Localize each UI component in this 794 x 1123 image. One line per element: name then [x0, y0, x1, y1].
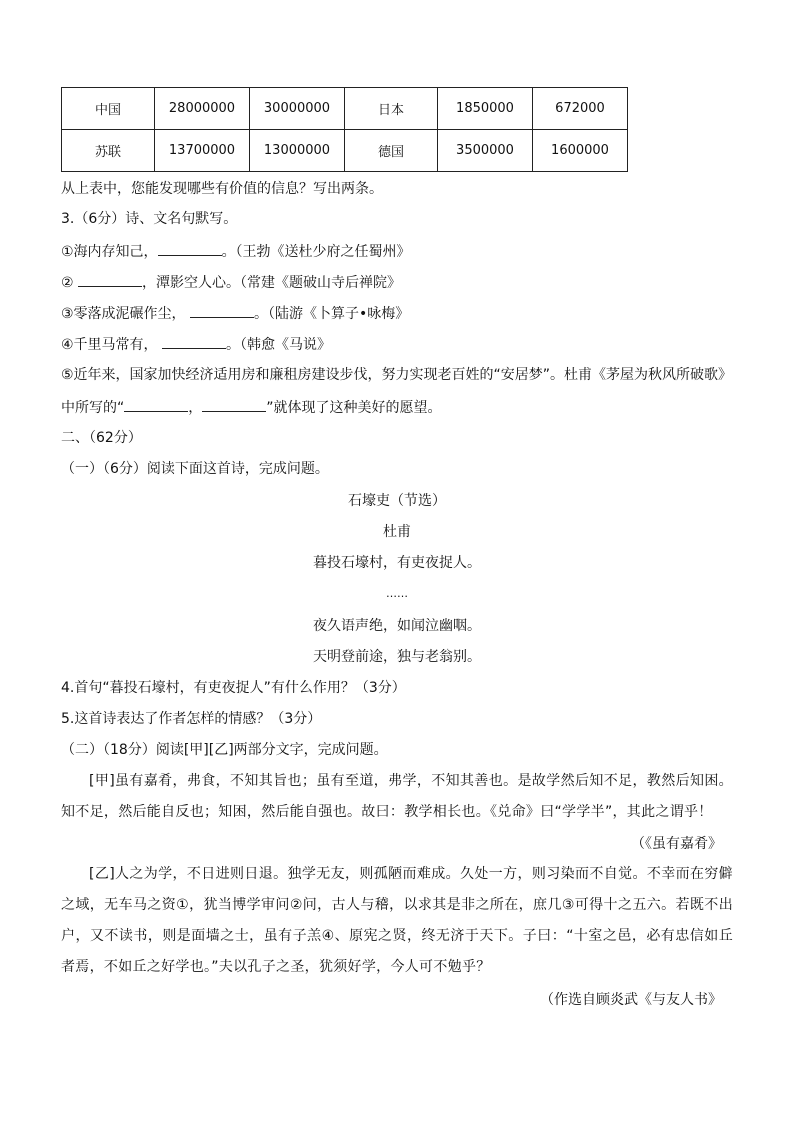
table-cell: 672000 — [533, 88, 628, 130]
poem-line: 夜久语声绝，如闻泣幽咽。 — [313, 618, 481, 634]
table-cell: 日本 — [345, 88, 438, 130]
part-2-title: （二）（18分）阅读[甲][乙]两部分文字，完成问题。 — [61, 742, 388, 758]
table-cell: 13700000 — [155, 130, 250, 172]
passage-b-source: （作选自顾炎武《与友人书》 — [540, 992, 722, 1008]
answer-blank[interactable] — [202, 397, 266, 412]
poem-line: 暮投石壕村，有吏夜捉人。 — [313, 555, 481, 571]
table-row — [62, 88, 628, 130]
item-text: 中所写的“ — [61, 400, 125, 416]
table-cell: 13000000 — [250, 130, 345, 172]
part-1-title: （一）（6分）阅读下面这首诗，完成问题。 — [61, 461, 329, 477]
table-question: 从上表中，您能发现哪些有价值的信息？写出两条。 — [61, 181, 383, 197]
passage-a-source: （《虽有嘉肴》 — [631, 836, 722, 852]
q3-item-1 — [61, 241, 411, 261]
item-text: ③零落成泥碾作尘， — [61, 306, 186, 322]
item-text: ， — [188, 400, 203, 416]
item-text: ”就体现了这种美好的愿望。 — [266, 400, 442, 416]
answer-blank[interactable] — [158, 241, 222, 256]
table-cell: 30000000 — [250, 88, 345, 130]
table-cell: 1600000 — [533, 130, 628, 172]
poem-ellipsis: …… — [386, 587, 408, 600]
table-cell: 德国 — [345, 130, 438, 172]
data-table — [61, 87, 628, 172]
passage-b: [乙]人之为学，不日进则日退。独学无友，则孤陋而难成。久处一方，则习染而不自觉。不幸而在穷僻之域，无车马之资①，犹当博学审问②问，古人与稽，以求其是非之所在，庶几③可得十之五六。若既不出户，又不读书，则是面墙之士，虽有子羔④、原宪之贤，终无济于天下。子曰：“十室之邑，必有忠信如丘者焉，不如丘之好学也。”夫以孔子之圣，犹须好学，今人可不勉乎？ — [61, 866, 733, 975]
table-row — [62, 130, 628, 172]
item-text: ①海内存知己， — [61, 244, 158, 260]
answer-blank[interactable] — [78, 272, 142, 287]
passage-a: [甲]虽有嘉肴，弗食，不知其旨也；虽有至道，弗学，不知其善也。是故学然后知不足，教然后知困。知不足，然后能自反也；知困，然后能自强也。故曰：教学相长也。《兑命》曰“学学半”，其此之谓乎！ — [61, 773, 733, 820]
q3-item-5: ⑤近年来，国家加快经济适用房和廉租房建设步伐，努力实现老百姓的“安居梦”。杜甫《茅屋为秋风所破歌》 — [61, 367, 733, 383]
q3-item-5-cont — [61, 397, 442, 417]
table-cell: 28000000 — [155, 88, 250, 130]
q5: 5.这首诗表达了作者怎样的情感？（3分） — [61, 711, 322, 727]
q3-item-3 — [61, 303, 409, 323]
item-text: ② — [61, 275, 74, 291]
item-text: 。（陆游《卜算子•咏梅》 — [254, 306, 410, 322]
table-cell: 1850000 — [438, 88, 533, 130]
item-text: 。（王勃《送杜少府之任蜀州》 — [221, 244, 411, 260]
poem-line: 天明登前途，独与老翁别。 — [313, 649, 481, 665]
table-cell: 苏联 — [62, 130, 155, 172]
poem-title: 石壕吏（节选） — [348, 493, 446, 509]
item-text: 。（韩愈《马说》 — [226, 337, 332, 353]
q3-title: 3.（6分）诗、文名句默写。 — [61, 211, 238, 227]
item-text: ，潭影空人心。（常建《题破山寺后禅院》 — [142, 275, 402, 291]
section-2-title: 二、（62分） — [61, 430, 142, 446]
item-text: ④千里马常有， — [61, 337, 158, 353]
answer-blank[interactable] — [190, 303, 254, 318]
table-cell: 中国 — [62, 88, 155, 130]
answer-blank[interactable] — [124, 397, 188, 412]
answer-blank[interactable] — [162, 334, 226, 349]
q3-item-4 — [61, 334, 331, 354]
q4: 4.首句“暮投石壕村，有吏夜捉人”有什么作用？（3分） — [61, 680, 406, 696]
q3-item-2 — [61, 272, 401, 292]
poem-author: 杜甫 — [383, 524, 411, 540]
table-cell: 3500000 — [438, 130, 533, 172]
